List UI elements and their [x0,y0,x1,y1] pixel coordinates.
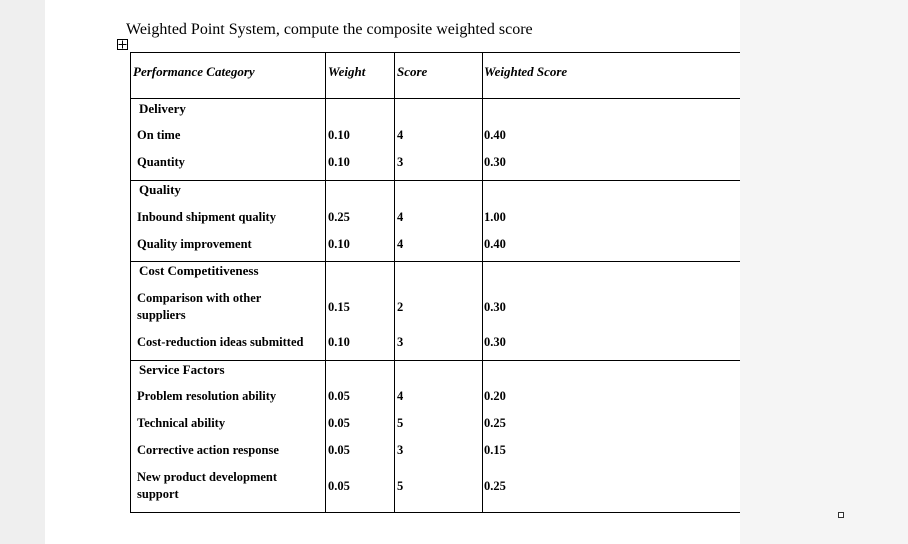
weight-cell: 0.10 [328,155,350,169]
score-cell: 3 [397,155,404,169]
table-move-handle-icon[interactable] [117,39,128,50]
weight-cell: 0.10 [328,335,350,349]
table-border-top [130,52,740,53]
group-border [130,512,740,513]
column-header: Score [397,64,428,79]
category-cell: Corrective action response [137,443,279,457]
category-cell: On time [137,128,181,142]
column-border [482,52,483,513]
score-cell: 5 [397,479,404,493]
column-border [394,180,395,262]
weight-cell: 0.05 [328,389,350,403]
column-border [325,52,326,513]
weighted-score-cell: 0.15 [484,443,506,457]
group-border [130,180,740,181]
column-border [394,261,395,361]
section-label: Delivery [139,101,186,116]
weight-cell: 0.05 [328,416,350,430]
score-cell: 5 [397,416,404,430]
resize-handle-icon[interactable] [838,512,844,518]
score-cell: 3 [397,443,404,457]
weighted-score-cell: 0.20 [484,389,506,403]
column-header: Weighted Score [484,64,568,79]
score-cell: 4 [397,210,404,224]
column-border [394,52,395,180]
score-cell: 4 [397,389,404,403]
weighted-score-cell: 0.25 [484,416,506,430]
weight-cell: 0.10 [328,237,350,251]
weighted-score-cell: 1.00 [484,210,506,224]
table-border-left [130,52,131,513]
weighted-score-cell: 0.30 [484,335,506,349]
score-cell: 4 [397,128,404,142]
section-label: Quality [139,182,181,197]
category-cell: Inbound shipment quality [137,210,276,224]
category-cell: Technical ability [137,416,226,430]
section-label: Cost Competitiveness [139,263,259,278]
weight-cell: 0.10 [328,128,350,142]
score-cell: 4 [397,237,404,251]
category-cell: Quality improvement [137,237,252,251]
section-label: Service Factors [139,362,225,377]
score-cell: 3 [397,335,404,349]
category-cell: New product development support [137,470,278,501]
weighted-score-cell: 0.30 [484,300,506,314]
weight-cell: 0.25 [328,210,350,224]
document-heading: Weighted Point System, compute the composite weighted score [126,21,533,38]
weight-cell: 0.05 [328,479,350,493]
weighted-score-cell: 0.40 [484,237,506,251]
category-cell: Comparison with other suppliers [137,291,262,322]
weighted-score-cell: 0.25 [484,479,506,493]
category-cell: Problem resolution ability [137,389,277,403]
column-border [394,360,395,513]
score-cell: 2 [397,300,404,314]
weight-cell: 0.05 [328,443,350,457]
weighted-score-cell: 0.30 [484,155,506,169]
category-cell: Cost-reduction ideas submitted [137,335,304,349]
weighted-score-cell: 0.40 [484,128,506,142]
category-cell: Quantity [137,155,185,169]
header-row-border [130,98,740,99]
column-header: Performance Category [133,64,255,79]
column-header: Weight [328,64,366,79]
weight-cell: 0.15 [328,300,350,314]
right-gutter [740,0,908,544]
